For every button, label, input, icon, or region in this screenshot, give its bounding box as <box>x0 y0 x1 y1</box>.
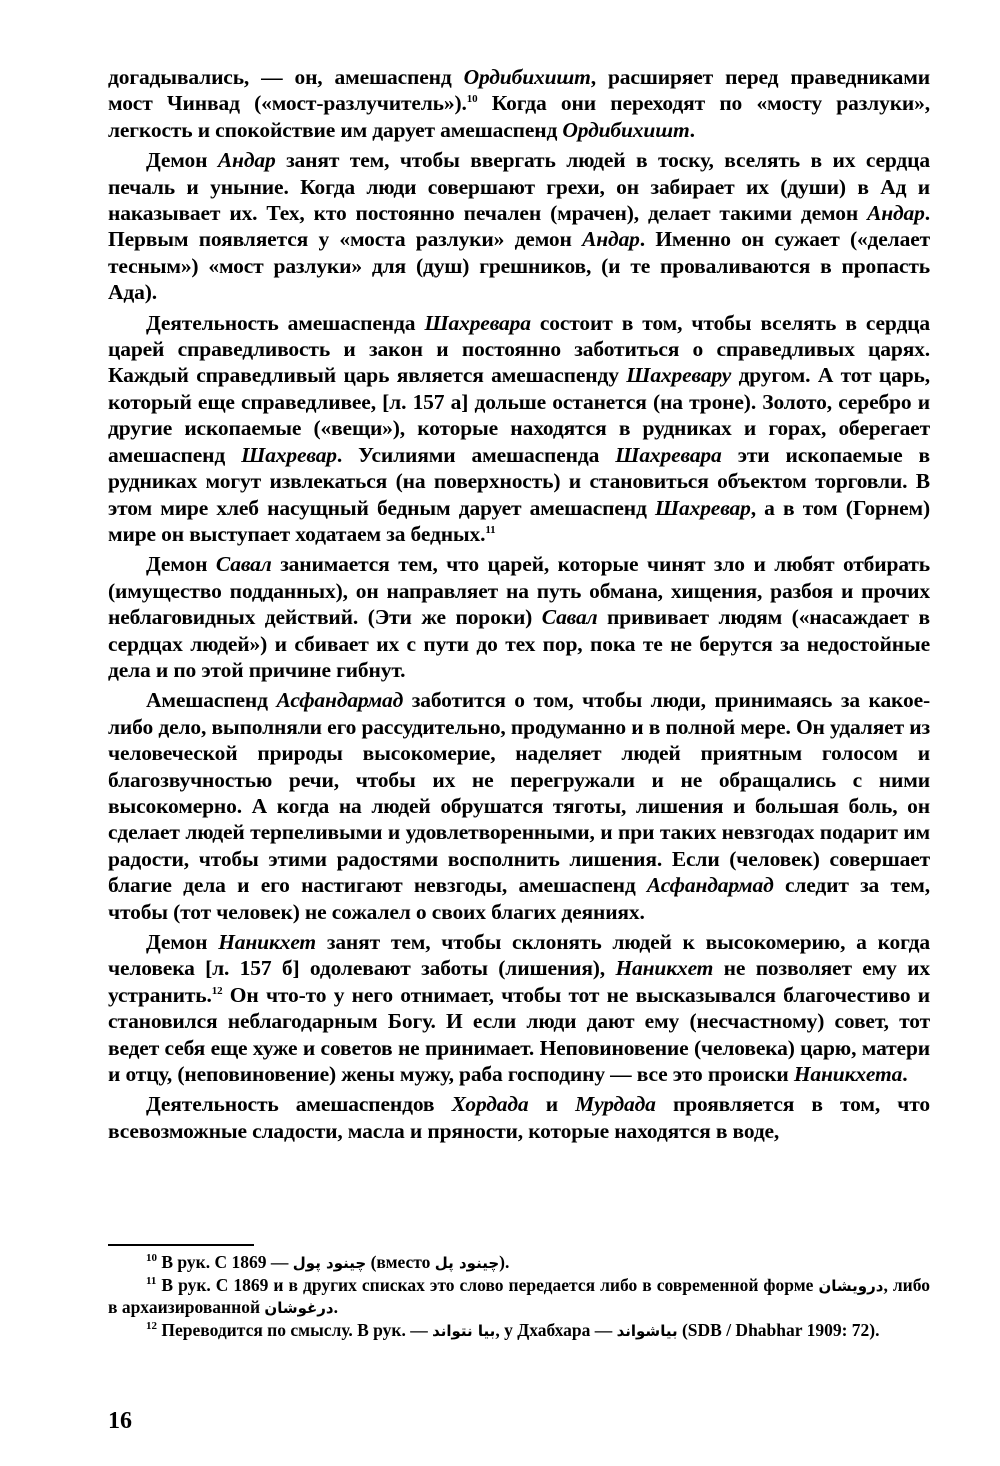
italic-name: Ордибихишт <box>463 65 591 89</box>
italic-name: Андар <box>867 201 925 226</box>
italic-name: Шахревар <box>654 495 751 520</box>
text-run: прививает людям («насаждает в сердцах людей») и сбивает их с пути до тех пор, пока те не берутся за недостойные дела и по этой причине гибнут. <box>108 605 930 682</box>
text-run: ). <box>499 1252 510 1272</box>
arabic-script-text: چینود پل <box>434 1254 500 1272</box>
text-run: состоит в том, чтобы вселять в сердца царей справедливость и закон и постоянно заботиться о справедливых царях. Каждый справедливый царь является амешаспенду <box>108 310 931 388</box>
footnote-ref: 10 <box>466 93 478 106</box>
footnote <box>108 1320 930 1343</box>
paragraph <box>108 929 930 1087</box>
text-run: , расширяет перед праведниками мост Чинвад («мост-разлучитель»). <box>108 65 931 116</box>
text-run: В рук. С 1869 и в других списках это слово передается либо в современной форме <box>156 1274 819 1295</box>
text-run: В рук. С 1869 — <box>157 1252 293 1272</box>
text-run: проявляется в том, что всевозможные сладости, масла и пряности, которые находятся в воде, <box>108 1092 930 1143</box>
italic-name: Хордада <box>451 1092 529 1117</box>
text-run: Амешаспенд <box>146 688 277 713</box>
italic-name: Шахревара <box>424 310 531 335</box>
text-run: , у Дхабхара — <box>495 1319 617 1340</box>
arabic-script-text: بیاشواند <box>616 1321 678 1340</box>
footnote-ref: 12 <box>146 1319 157 1332</box>
text-run: Демон <box>146 930 219 954</box>
text-run: догадывались, — он, амешаспенд <box>108 65 464 89</box>
text-run: . <box>902 1062 908 1087</box>
italic-name: Мурдада <box>575 1092 656 1117</box>
text-run: Он что-то у него отнимает, чтобы тот не высказывался благочестиво и становился неблагодарным Богу. И если люди дают ему (несчастному) совет, тот ведет себя еще хуже и советов не принимает. Неповиновение (человека) царю, матери и отцу, (неповиновение) жены мужу, раба господину — все это происки <box>108 982 930 1087</box>
text-run: . <box>689 117 695 142</box>
paragraph <box>108 64 930 143</box>
footnote <box>108 1252 930 1275</box>
text-run: , а в том (Горнем) мире он выступает ходатаем за бедных. <box>108 495 930 546</box>
italic-name: Асфандармад <box>646 873 774 898</box>
arabic-script-text: بیا نتواند <box>432 1321 496 1340</box>
paragraph <box>108 687 930 925</box>
text-run: (SDB / Dhabhar 1909: 72). <box>677 1319 880 1340</box>
arabic-script-text: درویشان <box>818 1276 884 1295</box>
italic-name: Андар <box>217 148 276 173</box>
text-run: Переводится по смыслу. В рук. — <box>157 1319 433 1340</box>
text-run: эти ископаемые в рудниках могут извлекаться (на поверхность) и становиться объектом торговли. В этом мире хлеб насущный бедным дарует амешаспенд <box>108 442 930 520</box>
footnote-ref: 11 <box>146 1274 157 1287</box>
arabic-script-text: درغوشان <box>264 1299 334 1317</box>
paragraph <box>108 551 930 683</box>
text-run: Когда они переходят по «мосту разлуки», легкость и спокойствие им дарует амешаспенд <box>108 91 930 142</box>
italic-name: Савал <box>541 605 598 630</box>
text-run: занят тем, чтобы склонять людей к высокомерию, а когда человека [л. 157 б] одолевают заботы (лишения), <box>108 930 931 981</box>
text-run: Деятельность амешаспендов <box>146 1092 452 1117</box>
text-run: . Именно он сужает («делает тесным») «мост разлуки» для (душ) грешников, (и те проваливаются в пропасть Ада). <box>108 227 930 305</box>
footnotes <box>108 1252 930 1342</box>
text-run: Демон <box>146 148 218 173</box>
footnote-divider <box>108 1244 254 1246</box>
text-run: занимается тем, что царей, которые чинят зло и любят отбирать (имущество подданных), он направляет на путь обмана, хищения, разбоя и прочих неблаговидных действий. (Эти же пороки) <box>108 552 930 630</box>
italic-name: Ордибихишт <box>562 117 690 142</box>
italic-name: Наникхета <box>793 1062 903 1087</box>
arabic-script-text: چینود پول <box>292 1254 367 1272</box>
text-run: . Первым появляется у «моста разлуки» демон <box>108 201 930 252</box>
text-run: . <box>333 1297 338 1317</box>
paragraph <box>108 310 930 548</box>
text-run: и <box>528 1092 576 1117</box>
text-run: не позволяет ему их устранить. <box>108 956 931 1007</box>
paragraph <box>108 1091 930 1144</box>
text-run: . Усилиями амешаспенда <box>336 442 616 467</box>
italic-name: Наникхет <box>615 956 714 981</box>
italic-name: Андар <box>582 227 640 252</box>
text-run: занят тем, чтобы ввергать людей в тоску, вселять в их сердца печаль и уныние. Когда люди совершают грехи, он забирает их (души) в Ад и наказывает их. Тех, кто постоянно печален (мрачен), делает такими демон <box>108 148 930 226</box>
italic-name: Шахревару <box>626 363 732 388</box>
page-number: 16 <box>108 1408 132 1434</box>
text-run: (вместо <box>366 1252 435 1272</box>
italic-name: Шахревара <box>615 442 722 467</box>
italic-name: Савал <box>215 552 272 577</box>
italic-name: Асфандармад <box>276 688 404 713</box>
footnote-ref: 11 <box>485 523 496 536</box>
text-run: следит за тем, чтобы (тот человек) не сожалел о своих благих деяниях. <box>108 873 931 924</box>
footnote <box>108 1275 930 1320</box>
footnote-ref: 10 <box>146 1252 157 1265</box>
main-text <box>108 64 930 1148</box>
paragraph <box>108 147 930 305</box>
text-run: заботится о том, чтобы люди, принимаясь за какое-либо дело, выполняли его рассудительно, продуманно и в полной мере. Он удаляет из человеческой природы высокомерие, наделяет людей приятным голосом и благозвучностью речи, чтобы их не перегружали и не обращались с ними высокомерно. А когда на людей обрушатся тяготы, лишения и большая боль, он сделает людей терпеливыми и удовлетворенными, и при таких невзгодах подарит им радости, чтобы этими радостями восполнить лишения. Если (человек) совершает благие дела и его настигают невзгоды, амешаспенд <box>108 688 931 898</box>
text-run: Деятельность амешаспенда <box>146 310 425 335</box>
footnote-ref: 12 <box>211 984 223 997</box>
text-run: другом. А тот царь, который еще справедливее, [л. 157 а] дольше останется (на троне). Золото, серебро и другие ископаемые («вещи»), которые находятся в рудниках и горах, оберегает амешаспенд <box>108 363 930 467</box>
italic-name: Наникхет <box>218 930 316 954</box>
text-run: , либо в архаизированной <box>108 1274 931 1317</box>
italic-name: Шахревар <box>241 442 337 467</box>
text-run: Демон <box>146 552 216 577</box>
